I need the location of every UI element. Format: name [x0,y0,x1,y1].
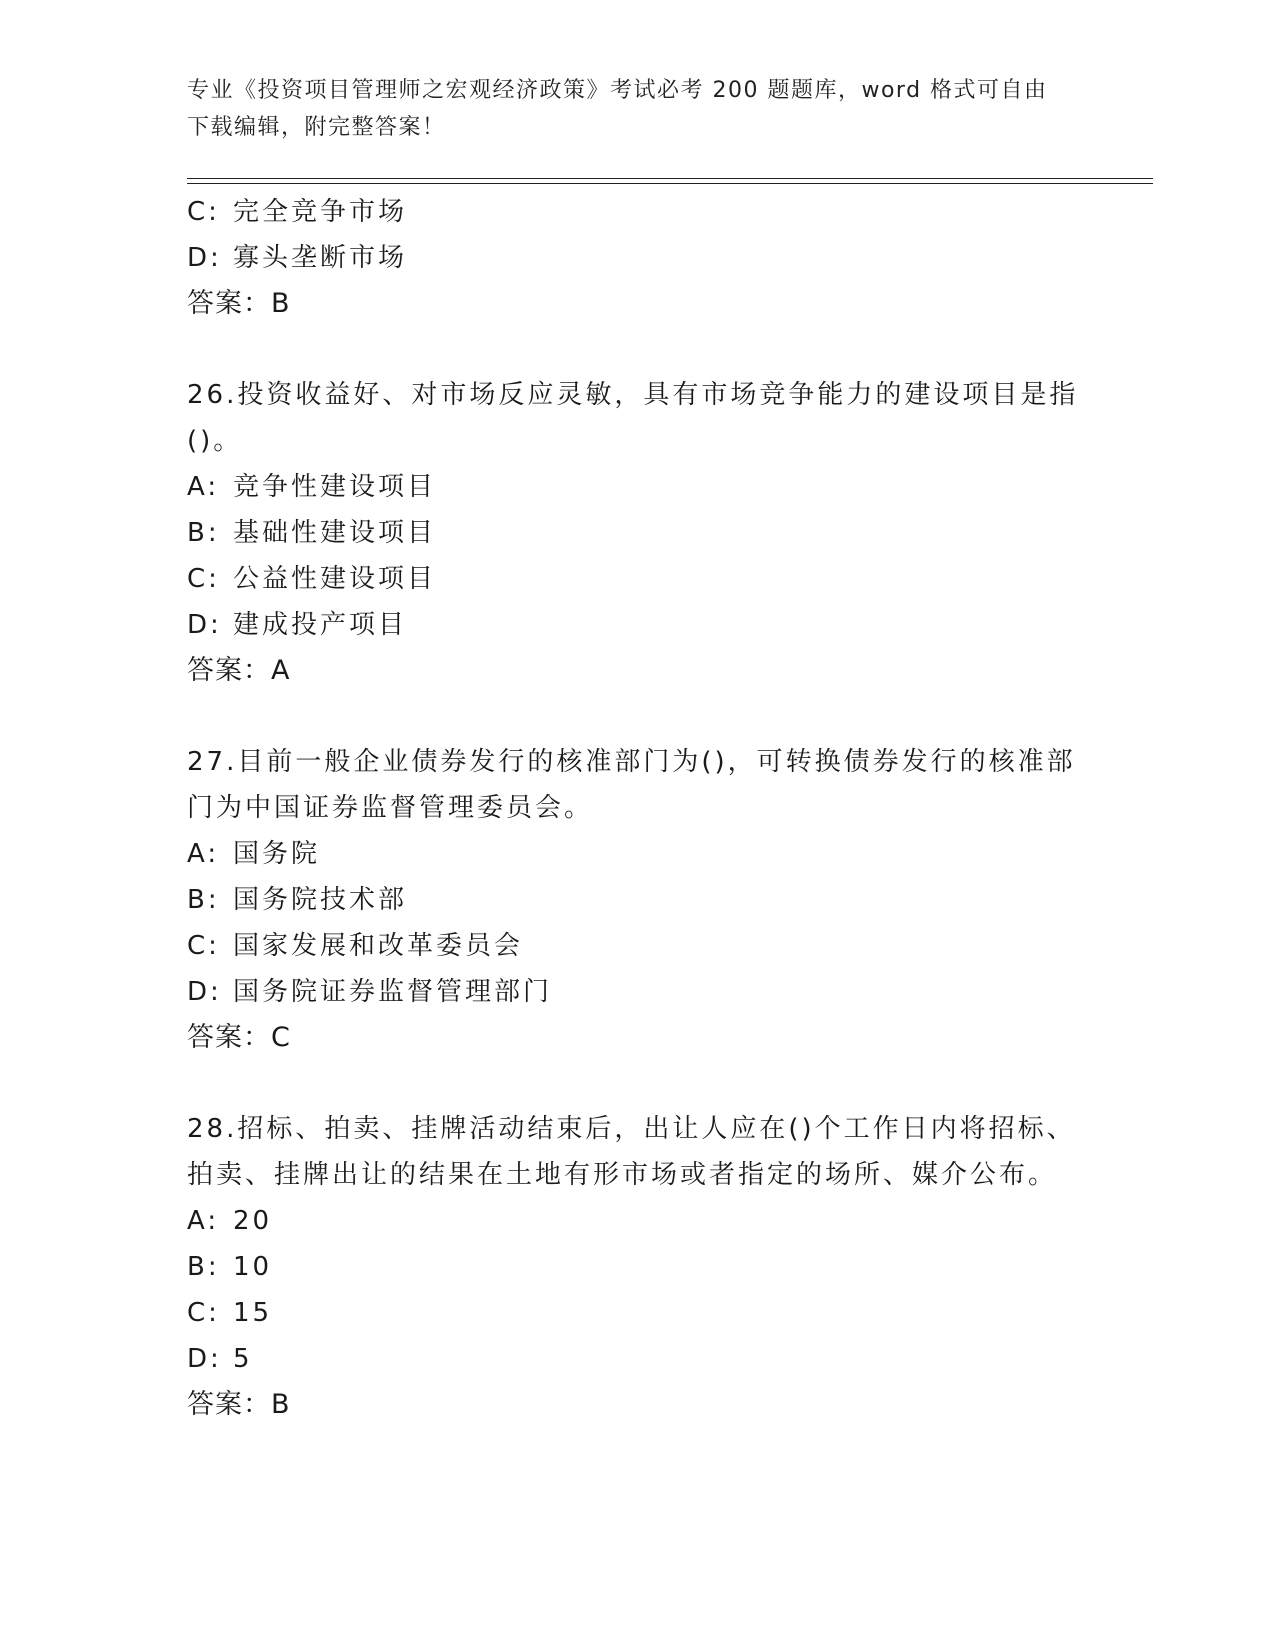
option-c: C: 15 [187,1298,273,1328]
option-c: C: 完全竞争市场 [187,197,408,227]
question-list [187,189,1087,1428]
option-b: B: 10 [187,1252,273,1282]
option-b: B: 国务院技术部 [187,885,408,915]
header-line-1: 专业《投资项目管理师之宏观经济政策》考试必考 200 题题库，word 格式可自由 [187,78,1048,103]
answer-line: 答案：B [187,288,291,319]
question-stem-line-2: ()。 [187,426,243,456]
option-a: A: 国务院 [187,839,321,869]
question-25-tail [187,189,1087,327]
question-stem-line-2: 拍卖、挂牌出让的结果在土地有形市场或者指定的场所、媒介公布。 [187,1160,1058,1190]
option-d: D: 建成投产项目 [187,610,408,640]
question-stem-line-1: 28.招标、拍卖、挂牌活动结束后，出让人应在()个工作日内将招标、 [187,1114,1076,1144]
question-27 [187,739,1087,1061]
option-d: D: 寡头垄断市场 [187,243,408,273]
question-28 [187,1106,1087,1428]
header-line-2: 下载编辑，附完整答案！ [187,115,446,140]
answer-line: 答案：C [187,1022,291,1053]
option-c: C: 国家发展和改革委员会 [187,931,524,961]
option-d: D: 国务院证券监督管理部门 [187,977,553,1007]
question-stem-line-1: 26.投资收益好、对市场反应灵敏，具有市场竞争能力的建设项目是指 [187,380,1079,410]
answer-line: 答案：B [187,1389,291,1420]
question-stem-line-2: 门为中国证券监督管理委员会。 [187,793,594,823]
option-b: B: 基础性建设项目 [187,518,437,548]
option-a: A: 20 [187,1206,273,1236]
option-a: A: 竞争性建设项目 [187,472,437,502]
header-divider-top [187,178,1153,179]
header-divider-bottom [187,183,1153,184]
question-stem-line-1: 27.目前一般企业债券发行的核准部门为()，可转换债券发行的核准部 [187,747,1076,777]
option-d: D: 5 [187,1344,253,1374]
answer-line: 答案：A [187,655,291,686]
document-header [187,72,1087,146]
question-26 [187,372,1087,694]
option-c: C: 公益性建设项目 [187,564,437,594]
